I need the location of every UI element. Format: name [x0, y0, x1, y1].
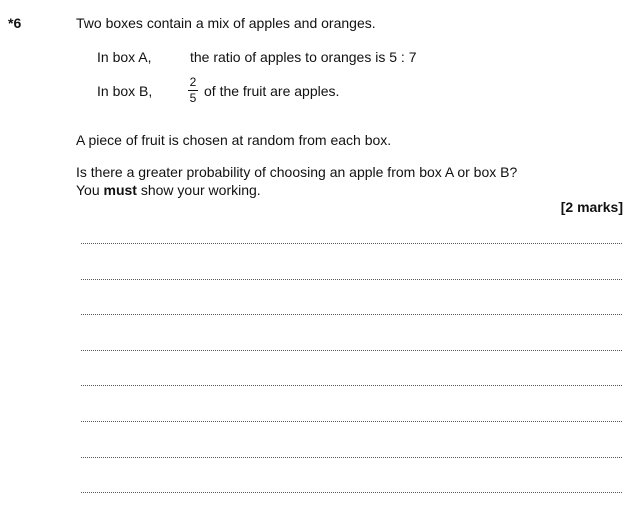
show-working-instruction: [76, 182, 261, 199]
answer-line: [81, 279, 622, 280]
box-a-ratio-text: the ratio of apples to oranges is 5 : 7: [190, 49, 417, 65]
marks-label: [2 marks]: [560, 199, 623, 215]
box-b-fraction: [186, 76, 200, 105]
fraction-numerator: 2: [189, 75, 197, 89]
question-prompt: Is there a greater probability of choosing an apple from box A or box B?: [76, 164, 518, 180]
answer-line: [81, 492, 622, 493]
question-intro: Two boxes contain a mix of apples and oranges.: [76, 15, 376, 31]
random-choice-statement: A piece of fruit is chosen at random from each box.: [76, 132, 392, 148]
show-emphasis: must: [103, 182, 137, 198]
answer-line: [81, 314, 622, 315]
box-b-text: of the fruit are apples.: [204, 83, 340, 99]
box-a-label: In box A,: [97, 49, 152, 65]
answer-line: [81, 385, 622, 386]
question-number: *6: [8, 15, 22, 31]
fraction-denominator: 5: [189, 91, 197, 105]
answer-line: [81, 243, 622, 244]
answer-line: [81, 457, 622, 458]
show-prefix: You: [76, 182, 104, 198]
show-suffix: show your working.: [136, 182, 261, 198]
answer-line: [81, 350, 622, 351]
answer-line: [81, 421, 622, 422]
box-b-label: In box B,: [97, 83, 153, 99]
